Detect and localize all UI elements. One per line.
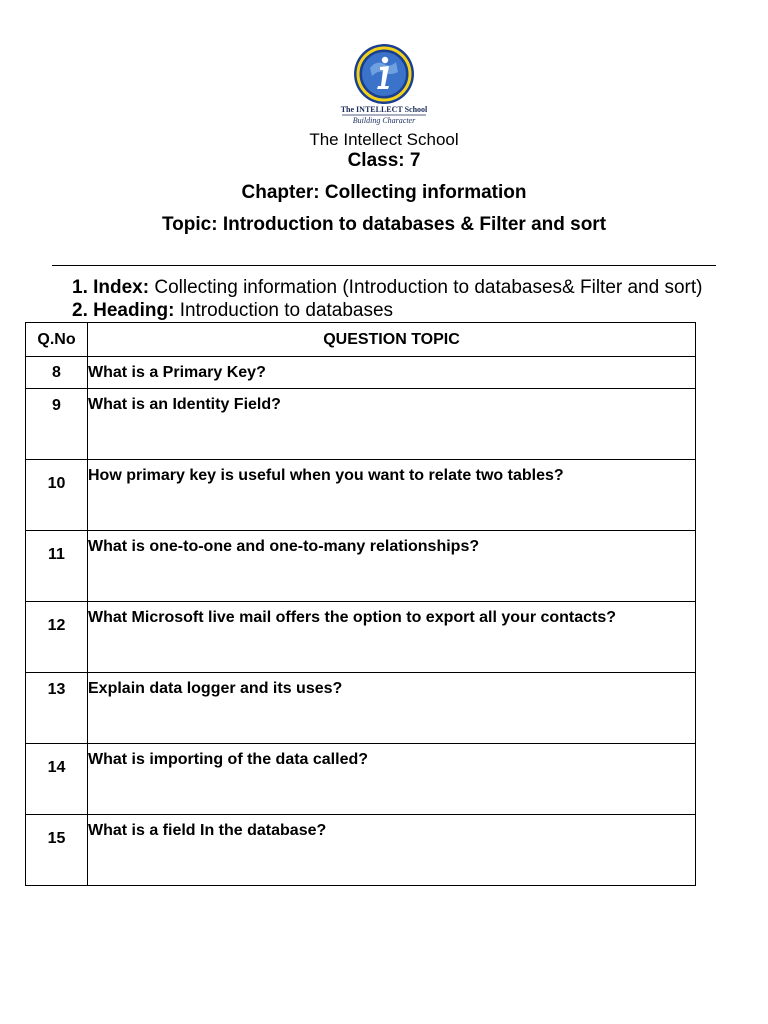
index-value: Collecting information (Introduction to databases& Filter and sort) bbox=[154, 277, 703, 298]
question-number: 8 bbox=[26, 357, 88, 389]
question-text: What is one-to-one and one-to-many relationships? bbox=[88, 531, 696, 602]
logo-caption-top: The INTELLECT School bbox=[340, 105, 428, 114]
column-header-topic: QUESTION TOPIC bbox=[88, 323, 696, 357]
question-number: 13 bbox=[26, 673, 88, 744]
topic-label: Topic: Introduction to databases & Filter and sort bbox=[161, 214, 607, 235]
logo-letter-dot bbox=[382, 57, 388, 63]
index-line bbox=[72, 277, 702, 299]
table-row bbox=[26, 744, 696, 815]
heading-line bbox=[72, 300, 393, 322]
question-text: How primary key is useful when you want to relate two tables? bbox=[88, 460, 696, 531]
class-label: Class: 7 bbox=[347, 150, 421, 171]
question-text: What is an Identity Field? bbox=[88, 389, 696, 460]
table-row bbox=[26, 673, 696, 744]
question-table bbox=[25, 322, 696, 886]
question-number: 9 bbox=[26, 389, 88, 460]
question-text: What is a field In the database? bbox=[88, 815, 696, 886]
question-text: What is importing of the data called? bbox=[88, 744, 696, 815]
chapter-label: Chapter: Collecting information bbox=[241, 182, 527, 203]
index-label: 1. Index: bbox=[72, 277, 150, 298]
question-text: What Microsoft live mail offers the option to export all your contacts? bbox=[88, 602, 696, 673]
question-number: 14 bbox=[26, 744, 88, 815]
table-row bbox=[26, 531, 696, 602]
question-number: 11 bbox=[26, 531, 88, 602]
table-row bbox=[26, 389, 696, 460]
question-number: 10 bbox=[26, 460, 88, 531]
table-header-row bbox=[26, 323, 696, 357]
table-row bbox=[26, 602, 696, 673]
question-text: What is a Primary Key? bbox=[88, 357, 696, 389]
table-row bbox=[26, 815, 696, 886]
heading-value: Introduction to databases bbox=[179, 300, 394, 321]
question-number: 12 bbox=[26, 602, 88, 673]
logo-caption-bottom: Building Character bbox=[352, 116, 416, 125]
school-logo bbox=[334, 42, 434, 128]
school-name: The Intellect School bbox=[309, 130, 459, 149]
question-text: Explain data logger and its uses? bbox=[88, 673, 696, 744]
table-row bbox=[26, 357, 696, 389]
divider-rule bbox=[52, 265, 716, 266]
heading-label: 2. Heading: bbox=[72, 300, 175, 321]
question-number: 15 bbox=[26, 815, 88, 886]
table-row bbox=[26, 460, 696, 531]
column-header-qno: Q.No bbox=[26, 323, 88, 357]
